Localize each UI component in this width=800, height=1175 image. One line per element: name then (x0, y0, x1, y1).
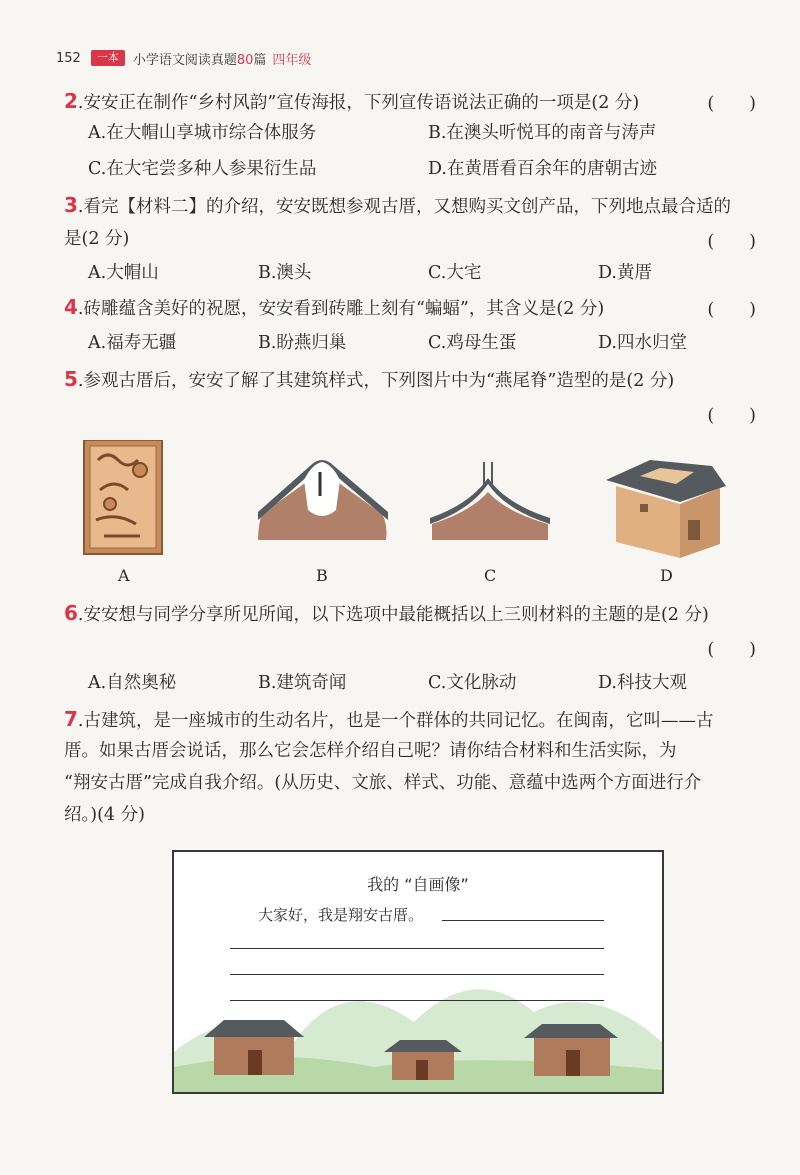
answer-paren[interactable]: ( ) (707, 300, 756, 320)
option-b[interactable]: B.建筑奇闻 (258, 673, 347, 693)
question-number: 4 (64, 295, 78, 319)
swallowtail-ridge-picture[interactable] (430, 462, 550, 540)
question-text: .砖雕蕴含美好的祝愿，安安看到砖雕上刻有“蝙蝠”，其含义是(2 分) (77, 299, 605, 319)
brick-carving-picture[interactable] (84, 440, 162, 554)
question-3-cont: 是(2 分) (64, 229, 130, 249)
pic-label-b: B (316, 566, 328, 585)
question-3 (64, 194, 764, 218)
question-7-line-4: 绍。)(4 分) (64, 805, 145, 825)
question-number: 5 (64, 367, 78, 391)
book-title-suffix: 篇 (253, 52, 267, 68)
question-text: .古建筑，是一座城市的生动名片，也是一个群体的共同记忆。在闽南，它叫——古 (77, 711, 714, 731)
option-d[interactable]: D.四水归堂 (598, 333, 687, 353)
box-intro: 大家好，我是翔安古厝。 (258, 906, 424, 924)
answer-paren[interactable]: ( ) (707, 94, 756, 114)
book-title-text: 小学语文阅读真题 (132, 52, 237, 68)
question-5 (64, 368, 764, 392)
question-number: 7 (64, 707, 78, 731)
option-a[interactable]: A.福寿无疆 (88, 333, 177, 353)
question-text: .参观古厝后，安安了解了其建筑样式，下列图片中为“燕尾脊”造型的是(2 分) (77, 371, 675, 391)
option-d[interactable]: D.科技大观 (598, 673, 687, 693)
house-right (524, 1024, 618, 1076)
option-d[interactable]: D.在黄厝看百余年的唐朝古迹 (428, 159, 657, 179)
question-text: .安安正在制作“乡村风韵”宣传海报，下列宣传语说法正确的一项是(2 分) (77, 93, 640, 113)
pic-label-d: D (660, 566, 673, 585)
option-c[interactable]: C.鸡母生蛋 (428, 333, 517, 353)
question-2 (64, 90, 764, 114)
page-number: 152 (56, 50, 81, 66)
question-7 (64, 708, 764, 732)
question-text: .安安想与同学分享所见所闻，以下选项中最能概括以上三则材料的主题的是(2 分) (77, 605, 709, 625)
grade-label: 四年级 (272, 52, 312, 68)
q2-options-row-1 (88, 122, 768, 144)
answer-line-1[interactable] (442, 920, 604, 921)
answer-line-2[interactable] (230, 948, 604, 949)
brand-logo: 一本 (91, 50, 125, 66)
pic-label-c: C (484, 566, 497, 585)
q4-options (88, 332, 768, 354)
q6-options (88, 672, 768, 694)
curved-roof-picture[interactable] (258, 460, 388, 540)
answer-line-3[interactable] (230, 974, 604, 975)
question-4 (64, 296, 764, 320)
question-6 (64, 602, 764, 626)
house-middle (384, 1040, 462, 1080)
question-7-line-3: “翔安古厝”完成自我介绍。(从历史、文旅、样式、功能、意蕴中选两个方面进行介 (64, 773, 702, 793)
book-title (133, 49, 267, 68)
house-left (204, 1020, 304, 1075)
option-a[interactable]: A.大帽山 (88, 263, 159, 283)
answer-line-4[interactable] (230, 1000, 604, 1001)
question-text: .看完【材料二】的介绍，安安既想参观古厝，又想购买文创产品，下列地点最合适的 (77, 197, 731, 217)
question-number: 2 (64, 89, 78, 113)
self-portrait-answer-box (172, 850, 664, 1094)
answer-paren[interactable]: ( ) (707, 232, 756, 252)
box-title: 我的 “自画像” (367, 875, 469, 894)
option-a[interactable]: A.在大帽山享城市综合体服务 (88, 123, 317, 143)
option-c[interactable]: C.文化脉动 (428, 673, 517, 693)
enclosed-building-picture[interactable] (606, 460, 726, 558)
page-header (56, 48, 311, 68)
option-a[interactable]: A.自然奥秘 (88, 673, 177, 693)
question-number: 6 (64, 601, 78, 625)
option-b[interactable]: B.在澳头听悦耳的南音与涛声 (428, 123, 657, 143)
option-c[interactable]: C.大宅 (428, 263, 482, 283)
option-c[interactable]: C.在大宅尝多种人参果衍生品 (88, 159, 317, 179)
answer-paren[interactable]: ( ) (707, 640, 756, 660)
q3-options (88, 262, 768, 284)
book-title-number: 80 (236, 52, 254, 68)
pic-label-a: A (118, 566, 130, 585)
option-d[interactable]: D.黄厝 (598, 263, 652, 283)
question-7-line-2: 厝。如果古厝会说话，那么它会怎样介绍自己呢？请你结合材料和生活实际，为 (64, 741, 677, 761)
option-b[interactable]: B.盼燕归巢 (258, 333, 347, 353)
option-b[interactable]: B.澳头 (258, 263, 312, 283)
q2-options-row-2 (88, 158, 768, 180)
answer-paren[interactable]: ( ) (707, 406, 756, 426)
question-number: 3 (64, 193, 78, 217)
